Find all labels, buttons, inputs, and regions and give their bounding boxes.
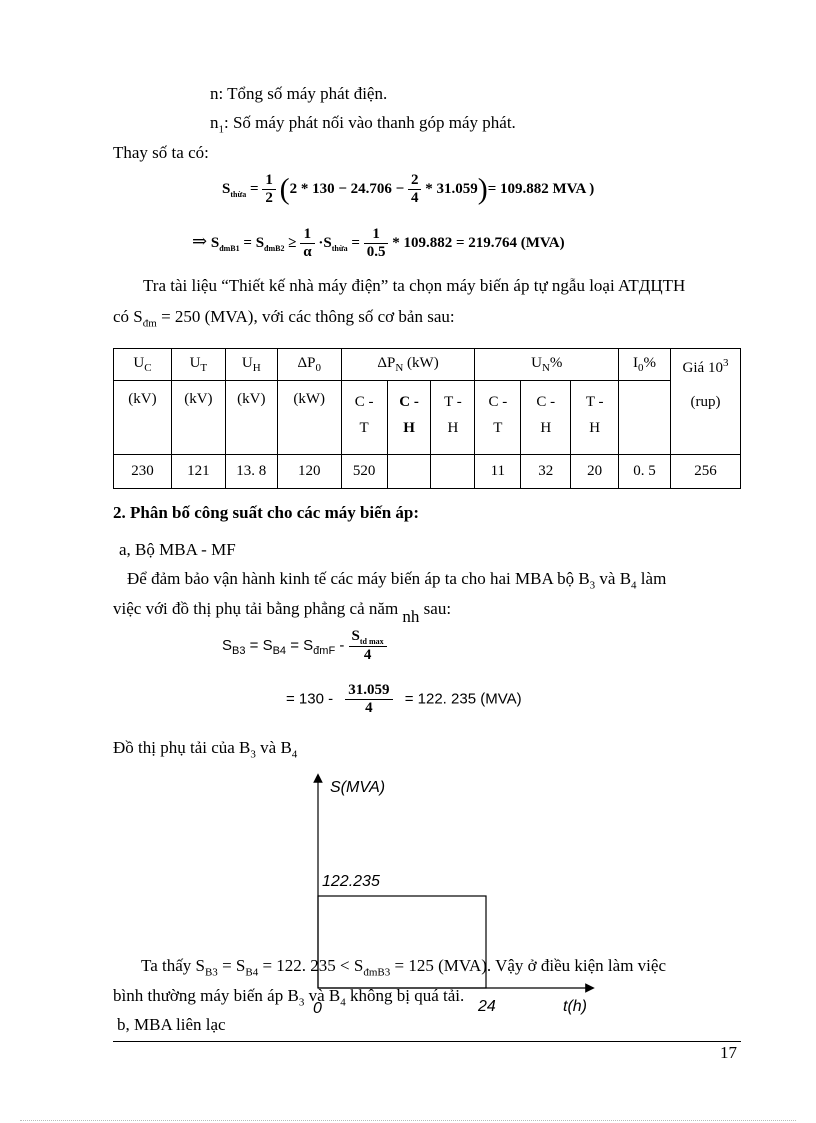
sub-th: T - H (431, 381, 475, 455)
n-definition: n: Tổng số máy phát điện. (210, 84, 388, 103)
level-label: 122.235 (322, 873, 380, 890)
header-dpn: $\Delta P_N$ (kW) (341, 349, 475, 381)
section2-paragraph-line2: việc với đồ thị phụ tải bằng phẳng cả năm nh sau: (113, 599, 452, 626)
header-un: $U_N\%$ (475, 349, 619, 381)
footer-divider (113, 1041, 741, 1042)
table-cell: 13. 8 (225, 455, 277, 489)
equation-sb3-value: = 130 - $\frac{31.059}{4}$ = 122. 235 (MVA) (286, 682, 522, 716)
header-price: Giá $10^3$ (rup) (671, 349, 741, 455)
header-ut: $U_T$ (171, 349, 225, 381)
equation-sb3: $S_{B3} = S_{B4} = S_{đmF}$ - $\frac{S_{td max}}{4}$ (222, 628, 387, 664)
header-uc: $U_C$ (114, 349, 172, 381)
transformer-selection-text: Tra tài liệu “Thiết kế nhà máy điện” ta chọn máy biến áp tự ngẫu loại ATДЦTH (143, 276, 686, 295)
comparison-line1: Ta thấy $S_{B3} = S_{B4} = 122$. $235 < S_{đmB3} = 125$ (MVA). Vậy ở điều kiện làm việc (141, 956, 666, 979)
table-cell: 121 (171, 455, 225, 489)
substitution-intro: Thay số ta có: (113, 143, 209, 162)
unit-kv: (kV) (114, 381, 172, 455)
table-cell: 520 (341, 455, 387, 489)
x-end-label: 24 (478, 998, 496, 1015)
table-cell: 20 (571, 455, 619, 489)
unit-kv: (kV) (171, 381, 225, 455)
subsection-b: b, MBA liên lạc (117, 1015, 226, 1034)
x-axis-label: t(h) (563, 998, 587, 1015)
equation-s-dm: ⇒ $S_{đmB1} = S_{đmB2}$ ≥ $\frac{1}{\alpha}$ $\cdot S_{thừa}$ = $\frac{1}{0.5}$ * 109.882 = 219.764 (MVA) (192, 226, 565, 260)
table-cell: 11 (475, 455, 521, 489)
subsection-a: a, Bộ MBA - MF (119, 540, 236, 559)
graph-caption: Đồ thị phụ tải của $B_3$ và $B_4$ (113, 738, 298, 761)
bottom-dotted-line (20, 1120, 796, 1121)
header-dp0: $\Delta P_0$ (277, 349, 341, 381)
y-axis-label: S(MVA) (330, 779, 386, 796)
sub-ch: C - H (387, 381, 431, 455)
equation-s-thua: $S_{thừa}$ = $\frac{1}{2}$ (2 * 130 − 24.706 − $\frac{2}{4}$ * 31.059)= 109.882 MVA ) (222, 172, 595, 206)
unit-kv: (kV) (225, 381, 277, 455)
unit-kw: (kW) (277, 381, 341, 455)
table-cell: 230 (114, 455, 172, 489)
page-number: 17 (720, 1043, 737, 1062)
sub-ct: C - T (341, 381, 387, 455)
comparison-line2: bình thường máy biến áp $B_3$ và $B_4$ không bị quá tải. (113, 986, 465, 1009)
table-cell: 32 (521, 455, 571, 489)
transformer-rating-text: có $S_{đm} = 250$ (MVA), với các thông số cơ bản sau: (113, 307, 455, 330)
section-heading: 2. Phân bố công suất cho các máy biến áp: (113, 503, 420, 522)
sub-ct: C - T (475, 381, 521, 455)
x-origin-label: 0 (313, 1000, 322, 1017)
table-cell: 120 (277, 455, 341, 489)
header-uh: $U_H$ (225, 349, 277, 381)
section2-paragraph-line1: Để đảm bảo vận hành kinh tế các máy biến áp ta cho hai MBA bộ $B_3$ và $B_4$ làm (127, 569, 667, 592)
table-cell: 256 (671, 455, 741, 489)
n1-definition: $n_1$: Số máy phát nối vào thanh góp máy phát. (210, 113, 516, 136)
sub-th: T - H (571, 381, 619, 455)
header-i0: $I_0\%$ (619, 349, 671, 381)
sub-ch: C - H (521, 381, 571, 455)
table-cell: 0. 5 (619, 455, 671, 489)
